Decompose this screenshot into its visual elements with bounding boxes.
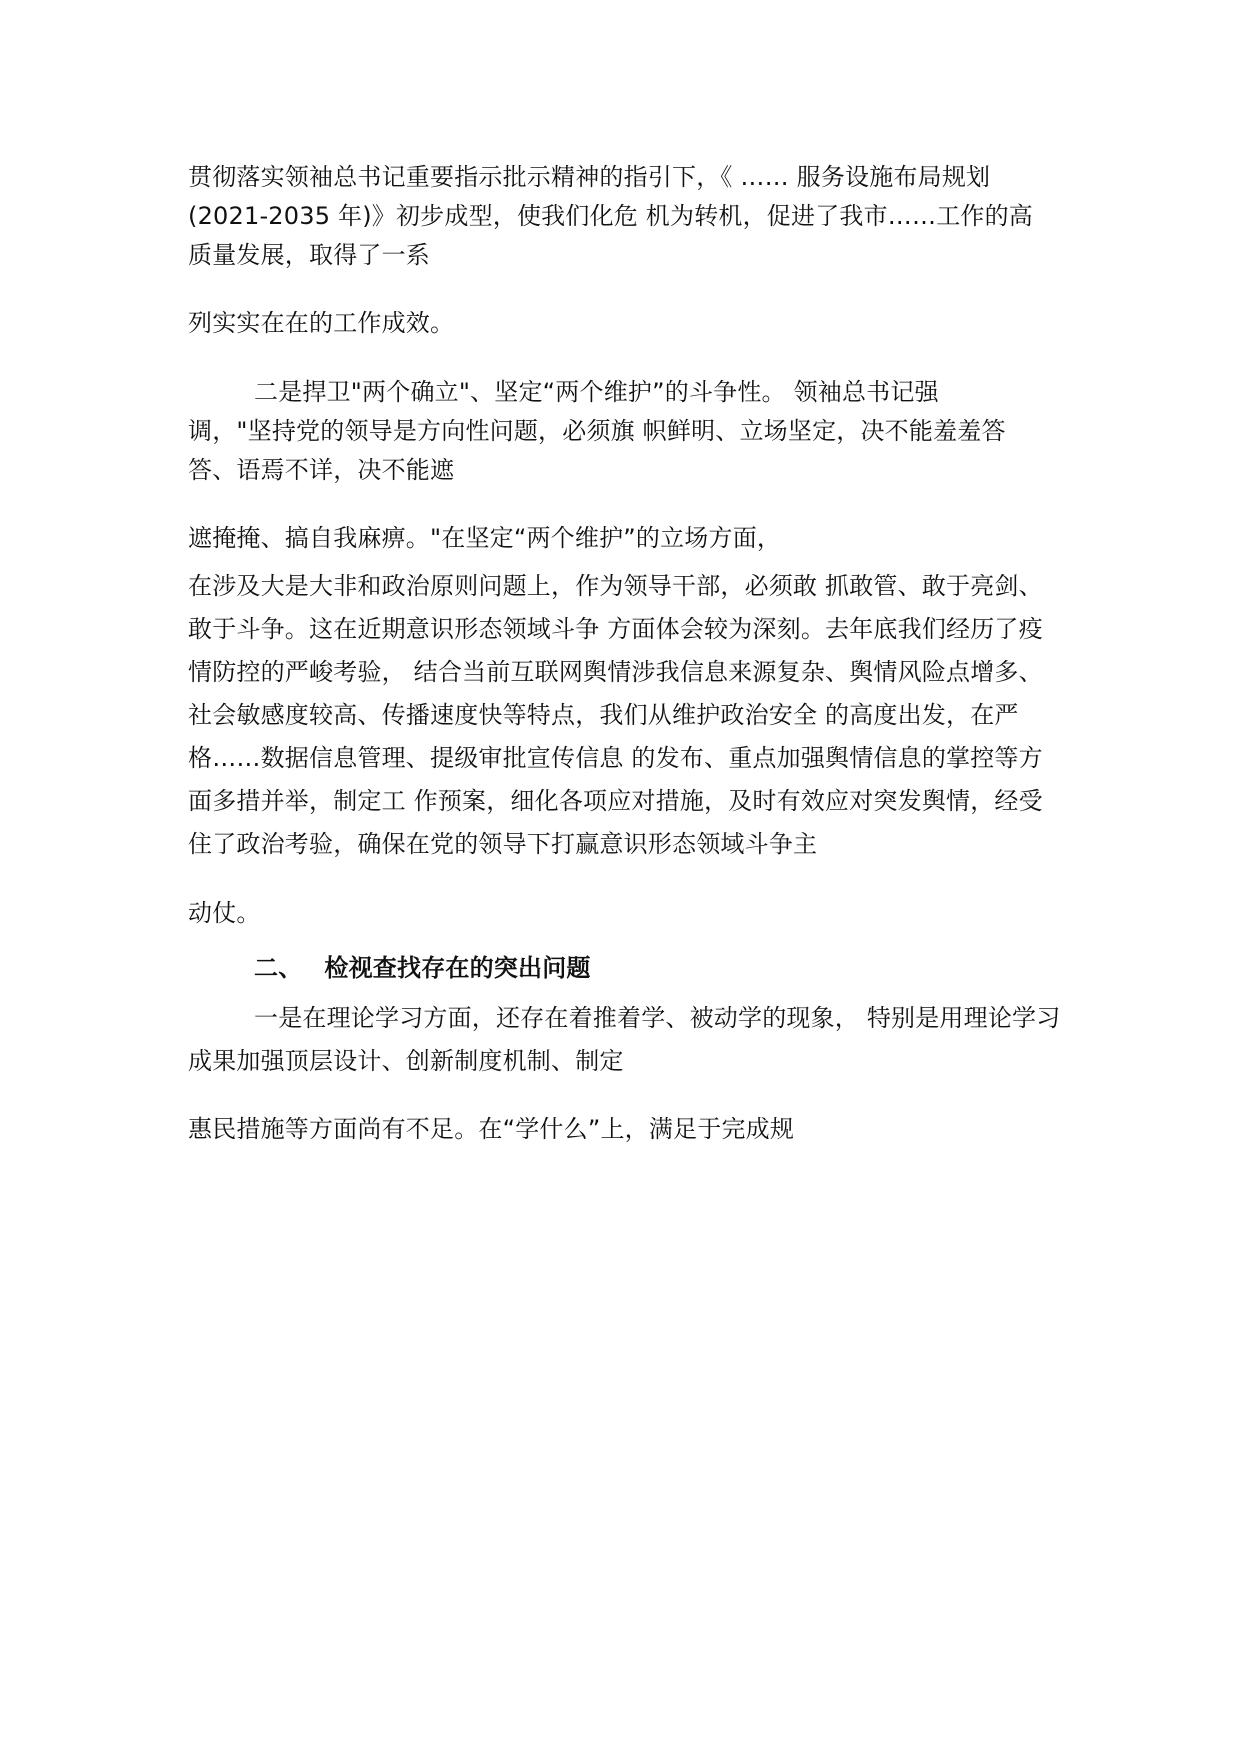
paragraph-3-line-1: 一是在理论学习方面，还存在着推着学、被动学的现象， 特别是用理论学习 bbox=[254, 1004, 1061, 1032]
paragraph-1-line-4: 列实实在在的工作成效。 bbox=[188, 309, 455, 337]
paragraph-2-line-2: 调，"坚持党的领导是方向性问题，必须旗 帜鲜明、立场坚定，决不能羞羞答 bbox=[188, 417, 1006, 445]
paragraph-2-line-9: 格……数据信息管理、提级审批宣传信息 的发布、重点加强舆情信息的掌控等方 bbox=[188, 744, 1043, 772]
section-heading-2 bbox=[254, 951, 591, 985]
paragraph-2-line-10: 面多措并举，制定工 作预案，细化各项应对措施，及时有效应对突发舆情，经受 bbox=[188, 787, 1043, 815]
paragraph-2-line-6: 敢于斗争。这在近期意识形态领域斗争 方面体会较为深刻。去年底我们经历了疫 bbox=[188, 615, 1043, 643]
paragraph-3-line-3: 惠民措施等方面尚有不足。在“学什么”上，满足于完成规 bbox=[188, 1115, 795, 1143]
paragraph-2-line-11: 住了政治考验，确保在党的领导下打赢意识形态领域斗争主 bbox=[188, 830, 818, 858]
paragraph-1-line-2: (2021-2035 年)》初步成型，使我们化危 机为转机，促进了我市……工作的高 bbox=[188, 202, 1033, 230]
section-heading-title: 检视查找存在的突出问题 bbox=[324, 954, 591, 982]
paragraph-2-line-4: 遮掩掩、搞自我麻痹。"在坚定“两个维护”的立场方面， bbox=[188, 524, 782, 552]
paragraph-3-line-2: 成果加强顶层设计、创新制度机制、制定 bbox=[188, 1047, 624, 1075]
paragraph-2-line-1: 二是捍卫"两个确立"、坚定“两个维护”的斗争性。 领袖总书记强 bbox=[254, 378, 939, 406]
paragraph-2-line-7: 情防控的严峻考验， 结合当前互联网舆情涉我信息来源复杂、舆情风险点增多、 bbox=[188, 658, 1043, 686]
paragraph-2-line-12: 动仗。 bbox=[188, 899, 261, 927]
paragraph-1-line-1: 贯彻落实领袖总书记重要指示批示精神的指引下，《 …… 服务设施布局规划 bbox=[188, 163, 991, 191]
section-heading-number: 二、 bbox=[254, 954, 303, 982]
paragraph-2-line-3: 答、语焉不详，决不能遮 bbox=[188, 456, 455, 484]
paragraph-2-line-5: 在涉及大是大非和政治原则问题上，作为领导干部，必须敢 抓敢管、敢于亮剑、 bbox=[188, 572, 1043, 600]
paragraph-2-line-8: 社会敏感度较高、传播速度快等特点，我们从维护政治安全 的高度出发，在严 bbox=[188, 701, 1019, 729]
paragraph-1-line-3: 质量发展，取得了一系 bbox=[188, 241, 430, 269]
